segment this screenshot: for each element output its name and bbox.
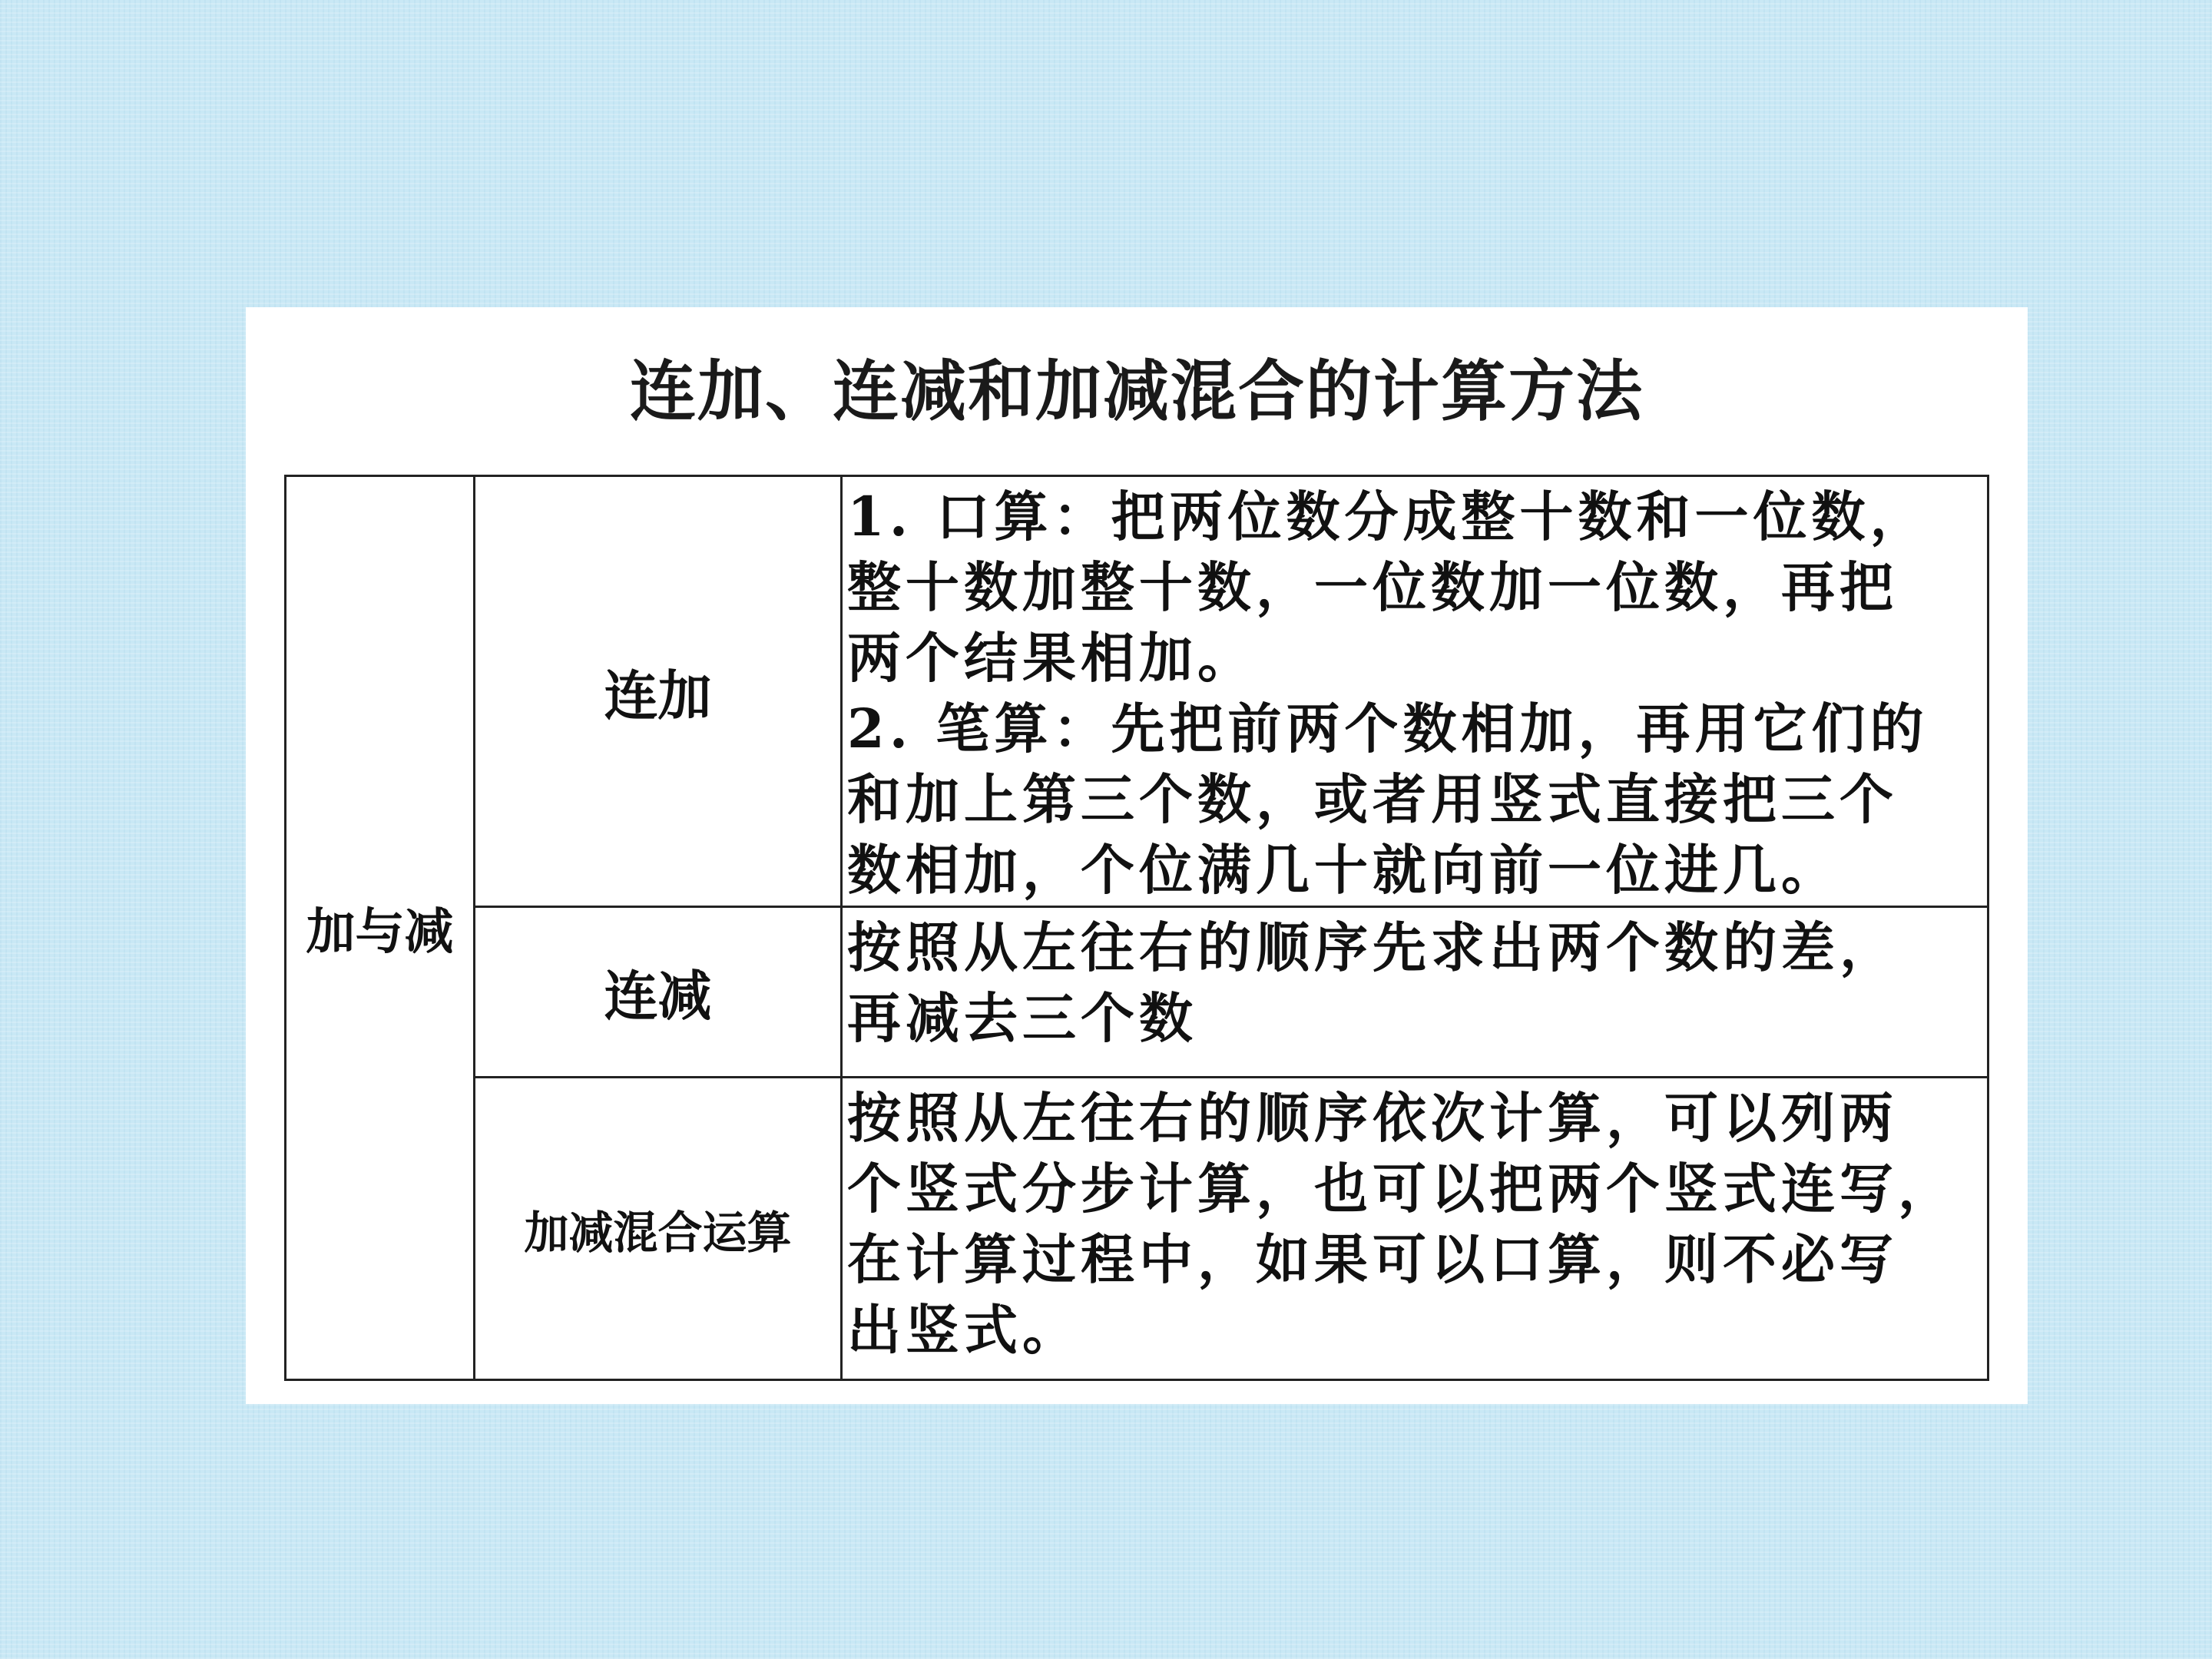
description-line: 按照从左往右的顺序先求出两个数的差， <box>847 916 1898 979</box>
description-line: 数相加，个位满几十就向前一位进几。 <box>847 838 1839 902</box>
table-row <box>286 1078 1988 1380</box>
category-cell: 加与减 <box>286 476 475 1380</box>
summary-table <box>284 475 1989 1381</box>
row-label-mixed-operation: 加减混合运算 <box>475 1078 842 1380</box>
page-title: 连加、连减和加减混合的计算方法 <box>630 353 1644 430</box>
description-line: 再减去三个数 <box>847 986 1197 1050</box>
description-line: 1. 口算：把两位数分成整十数和一位数， <box>847 485 1929 548</box>
description-line: 出竖式。 <box>847 1298 1081 1362</box>
description-line: 按照从左往右的顺序依次计算，可以列两 <box>847 1086 1898 1150</box>
row-label-continuous-addition: 连加 <box>475 476 842 907</box>
content-card <box>246 307 2028 1404</box>
description-line: 2. 笔算：先把前两个数相加，再用它们的 <box>847 697 1929 760</box>
table-row <box>286 907 1988 1078</box>
description-line: 在计算过程中，如果可以口算，则不必写 <box>847 1227 1898 1291</box>
description-line: 和加上第三个数，或者用竖式直接把三个 <box>847 767 1898 831</box>
description-line: 两个结果相加。 <box>847 626 1256 690</box>
description-line: 整十数加整十数，一位数加一位数，再把 <box>847 555 1898 619</box>
description-cell <box>842 1078 1988 1380</box>
table-row <box>286 476 1988 907</box>
description-cell <box>842 907 1988 1078</box>
row-label-continuous-subtraction: 连减 <box>475 907 842 1078</box>
description-line: 个竖式分步计算，也可以把两个竖式连写， <box>847 1157 1956 1220</box>
description-cell <box>842 476 1988 907</box>
